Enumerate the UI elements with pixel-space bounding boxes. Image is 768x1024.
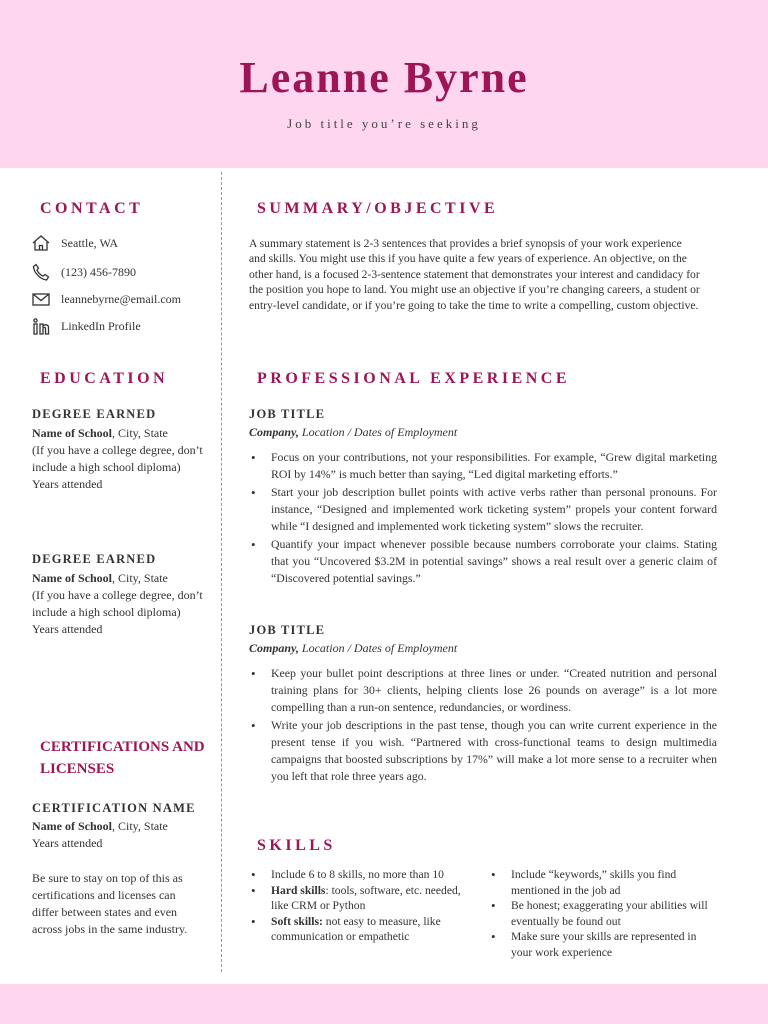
company-name: Company, <box>249 425 299 439</box>
list-item: • Quantify your impact whenever possible because numbers corroborate your claims. Stating that you “Uncovered $3.2M in potential savings” shows a real result over a generic claim of “Discovered potential savings.” <box>249 536 717 587</box>
contact-phone-text: (123) 456-7890 <box>61 264 136 279</box>
degree-title: DEGREE EARNED <box>32 552 157 566</box>
list-item: • Write your job descriptions in the past tense, though you can write current experience in the present tense if you wish. “Partnered with cross-functional teams to design multimedia campaigns that boosted subscriptions by 17%” will make a lot more sense to a recruiter when you left that role three years ago. <box>249 717 717 785</box>
years-attended: Years attended <box>32 622 103 636</box>
years-attended: Years attended <box>32 836 103 850</box>
list-item <box>249 883 469 914</box>
years-attended: Years attended <box>32 477 103 491</box>
skills-heading: SKILLS <box>257 837 336 854</box>
skill-text: : tools, software, etc. needed, like CRM or Python <box>271 883 461 912</box>
degree-title: DEGREE EARNED <box>32 407 157 421</box>
linkedin-icon <box>30 316 52 336</box>
certification-note: Be sure to stay on top of this as certifications and licenses can differ between states and even across jobs in the same industry. <box>32 871 188 936</box>
footer-band <box>0 984 768 1024</box>
skills-list-right <box>489 867 719 960</box>
header-band <box>0 0 768 168</box>
target-job-title: Job title you’re seeking <box>287 116 481 131</box>
column-divider <box>221 172 222 972</box>
school-location: , City, State <box>112 819 168 833</box>
company-details: Location / Dates of Employment <box>298 641 458 655</box>
company-name: Company, <box>249 641 299 655</box>
list-item: • Be honest; exaggerating your abilities will eventually be found out <box>489 898 719 929</box>
skill-bold: Hard skills <box>271 883 326 897</box>
job-title: JOB TITLE <box>249 623 326 637</box>
list-item: • Keep your bullet point descriptions at three lines or under. “Created nutrition and personal training plans for 30+ clients, helping clients lose 26 pounds on average” is a lot more compelling than a run-on sentence, redundancies, or wordiness. <box>249 665 717 716</box>
education-entry <box>32 570 218 638</box>
school-line <box>32 818 218 835</box>
list-item: • Include “keywords,” skills you find mentioned in the job ad <box>489 867 719 898</box>
list-item <box>249 867 469 883</box>
school-name: Name of School <box>32 819 112 833</box>
job-bullets <box>249 665 717 786</box>
email-icon <box>30 289 52 309</box>
certification-entry <box>32 818 218 852</box>
contact-phone <box>30 261 136 283</box>
summary-text: A summary statement is 2-3 sentences that provides a brief synopsis of your work experience and skills. You might use this if you have quite a few years of experience. An objective, on the other hand, is a focused 2-3-sentence statement that demonstrates your interest and candidacy for the position you hope to land. You might use an objective if you’re changing careers, a student or entry-level candidate, or if you’re going to take the time to write a compelling, custom objective. <box>249 237 700 312</box>
school-line <box>32 425 218 442</box>
skills-list-left <box>249 867 469 945</box>
school-name: Name of School <box>32 426 112 440</box>
skill-text: Include 6 to 8 skills, no more than 10 <box>271 868 444 881</box>
contact-email-text[interactable]: leannebyrne@email.com <box>61 291 181 306</box>
certification-name: CERTIFICATION NAME <box>32 801 196 815</box>
list-item: • Focus on your contributions, not your responsibilities. For example, “Grew digital marketing ROI by 14%” is much better than saying, “Led digital marketing efforts.” <box>249 449 717 483</box>
company-details: Location / Dates of Employment <box>298 425 458 439</box>
school-line <box>32 570 218 587</box>
skill-text: not easy to measure, like communication or empathetic <box>271 914 441 943</box>
certifications-heading: CERTIFICATIONS AND LICENSES <box>40 739 205 777</box>
candidate-name: Leanne Byrne <box>239 53 529 102</box>
education-entry <box>32 425 218 493</box>
contact-location <box>30 232 118 254</box>
list-item: • Make sure your skills are represented in your work experience <box>489 929 719 960</box>
school-location: , City, State <box>112 571 168 585</box>
phone-icon <box>30 262 52 282</box>
job-bullets <box>249 449 717 588</box>
school-name: Name of School <box>32 571 112 585</box>
contact-heading: CONTACT <box>40 200 144 217</box>
list-item: • Start your job description bullet points with active verbs rather than personal pronouns. For instance, “Designed and implemented work ticketing system” propels your content forward while “I designed and implemented work ticketing system” slows the recruiter. <box>249 484 717 535</box>
degree-note: (If you have a college degree, don’t include a high school diploma) <box>32 443 203 474</box>
contact-linkedin <box>30 315 141 337</box>
job-title: JOB TITLE <box>249 407 326 421</box>
skill-bold: Soft skills: <box>271 914 323 928</box>
home-icon <box>30 233 52 253</box>
experience-heading: PROFESSIONAL EXPERIENCE <box>257 370 570 387</box>
list-item <box>249 914 469 945</box>
contact-linkedin-text[interactable]: LinkedIn Profile <box>61 318 141 333</box>
contact-location-text: Seattle, WA <box>61 235 119 250</box>
school-location: , City, State <box>112 426 168 440</box>
summary-heading: SUMMARY/OBJECTIVE <box>257 200 499 217</box>
company-line <box>249 425 457 440</box>
degree-note: (If you have a college degree, don’t include a high school diploma) <box>32 588 203 619</box>
contact-email <box>30 288 181 310</box>
education-heading: EDUCATION <box>40 370 169 387</box>
company-line <box>249 641 457 656</box>
